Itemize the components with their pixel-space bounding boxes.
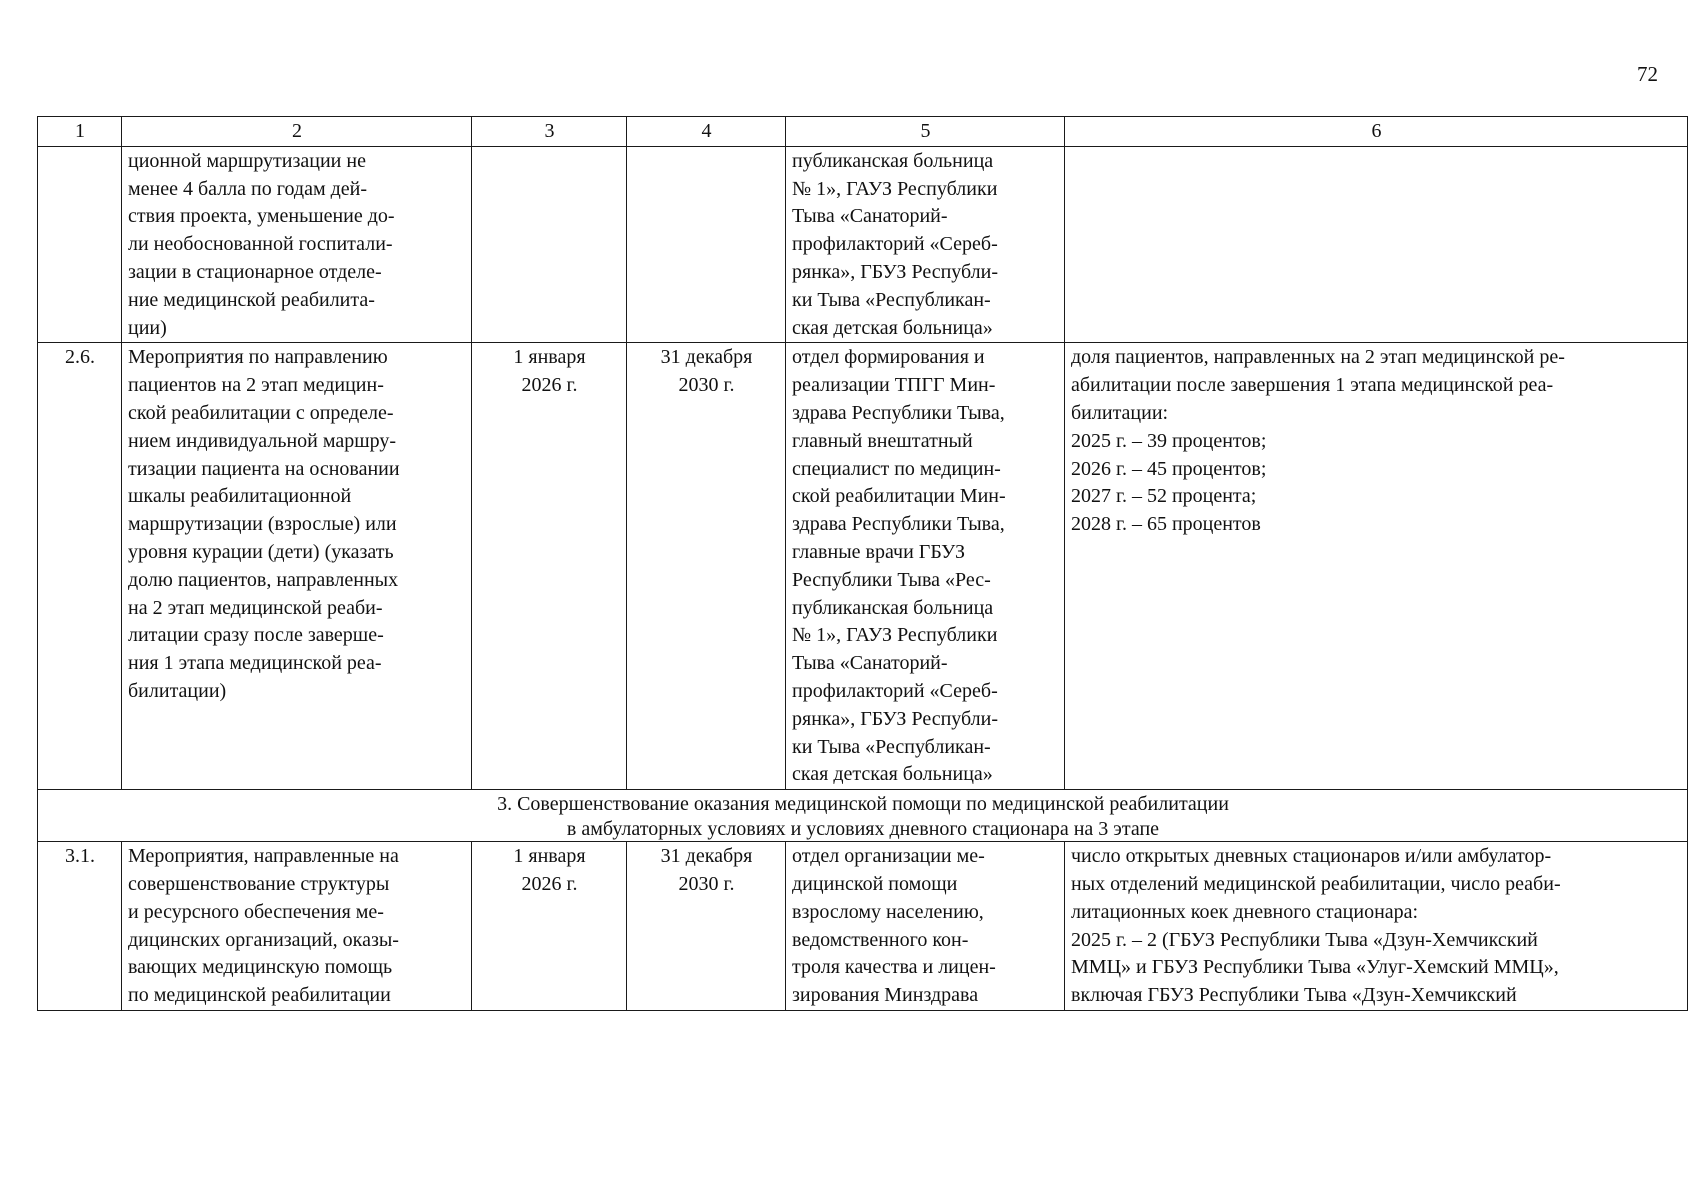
cell-indicator [1065, 842, 1688, 1011]
table-row-continuation [38, 146, 1688, 343]
text-line: публиканская больница [792, 149, 994, 172]
text-line: ли необоснованной госпитали- [128, 233, 393, 256]
text-line: билитации: [1071, 401, 1169, 424]
section-heading-line: в амбулаторных условиях и условиях дневного стационара на 3 этапе [566, 818, 1160, 841]
cell-start [472, 343, 627, 790]
text-line: доля пациентов, направленных на 2 этап медицинской ре- [1071, 346, 1565, 369]
text-line: отдел формирования и [792, 346, 985, 369]
text-line: пациентов на 2 этап медицин- [128, 374, 384, 397]
header-cell: 3 [472, 117, 627, 147]
text-line: ской реабилитации Мин- [792, 485, 1006, 508]
section-heading [38, 790, 1688, 842]
section-heading-line: 3. Совершенствование оказания медицинской помощи по медицинской реабилитации [497, 793, 1229, 816]
text-line: ных отделений медицинской реабилитации, число реаби- [1071, 872, 1561, 895]
text-line: профилакторий «Сереб- [792, 679, 998, 702]
text-line: ки Тыва «Республикан- [792, 288, 991, 311]
text-line: нием индивидуальной маршру- [128, 429, 397, 452]
text-line: ведомственного кон- [792, 928, 969, 951]
text-line: 2026 г. – 45 процентов; [1071, 457, 1267, 480]
text-line: ционной маршрутизации не [128, 149, 366, 172]
text-line: 2025 г. – 39 процентов; [1071, 429, 1267, 452]
text-line: ствия проекта, уменьшение до- [128, 205, 395, 228]
header-cell: 5 [786, 117, 1065, 147]
text-line: ММЦ» и ГБУЗ Республики Тыва «Улуг-Хемский ММЦ», [1071, 956, 1559, 979]
text-line: литационных коек дневного стационара: [1071, 900, 1419, 923]
text-line: 1 января [513, 845, 586, 868]
header-row [38, 117, 1688, 147]
text-line: реализации ТПГГ Мин- [792, 374, 996, 397]
text-line: 2025 г. – 2 (ГБУЗ Республики Тыва «Дзун-Хемчикский [1071, 928, 1538, 951]
cell-measure [122, 343, 472, 790]
text-line: профилакторий «Сереб- [792, 233, 998, 256]
text-line: главный внештатный [792, 429, 973, 452]
cell-indicator [1065, 343, 1688, 790]
text-line: ния 1 этапа медицинской реа- [128, 652, 382, 675]
text-line: долю пациентов, направленных [128, 568, 399, 591]
text-line: публиканская больница [792, 596, 994, 619]
cell-end [627, 842, 786, 1011]
text-line: вающих медицинскую помощь [128, 956, 393, 979]
text-line: 2030 г. [678, 374, 735, 397]
cell-start [472, 842, 627, 1011]
text-line: Тыва «Санаторий- [792, 205, 948, 228]
table-row-2-6 [38, 343, 1688, 790]
cell-end [627, 146, 786, 343]
text-line: Мероприятия по направлению [128, 346, 388, 369]
cell-responsible [786, 343, 1065, 790]
text-line: уровня курации (дети) (указать [128, 540, 394, 563]
text-line: ки Тыва «Республикан- [792, 735, 991, 758]
text-line: 2028 г. – 65 процентов [1071, 513, 1261, 536]
text-line: билитации) [128, 679, 227, 702]
cell-start [472, 146, 627, 343]
text-line: № 1», ГАУЗ Республики [792, 177, 998, 200]
text-line: ние медицинской реабилита- [128, 288, 375, 311]
text-line: по медицинской реабилитации [128, 984, 391, 1007]
header-cell: 6 [1065, 117, 1688, 147]
table-row-3-1 [38, 842, 1688, 1011]
cell-responsible [786, 842, 1065, 1011]
text-line: взрослому населению, [792, 900, 984, 923]
text-line: зации в стационарное отделе- [128, 260, 382, 283]
text-line: 31 декабря [660, 346, 753, 369]
text-line: 2030 г. [678, 872, 735, 895]
text-line: включая ГБУЗ Республики Тыва «Дзун-Хемчикский [1071, 984, 1517, 1007]
text-line: ции) [128, 316, 167, 339]
text-line: отдел организации ме- [792, 845, 985, 868]
cell-indicator [1065, 146, 1688, 343]
text-line: менее 4 балла по годам дей- [128, 177, 368, 200]
text-line: маршрутизации (взрослые) или [128, 513, 397, 536]
text-line: на 2 этап медицинской реаби- [128, 596, 383, 619]
text-line: дицинских организаций, оказы- [128, 928, 399, 951]
text-line: шкалы реабилитационной [128, 485, 352, 508]
text-line: Тыва «Санаторий- [792, 652, 948, 675]
text-line: абилитации после завершения 1 этапа медицинской реа- [1071, 374, 1554, 397]
text-line: ская детская больница» [792, 316, 993, 339]
text-line: число открытых дневных стационаров и/или амбулатор- [1071, 845, 1552, 868]
header-cell: 1 [38, 117, 122, 147]
text-line: здрава Республики Тыва, [792, 401, 1005, 424]
cell-end [627, 343, 786, 790]
text-line: совершенствование структуры [128, 872, 390, 895]
text-line: 2027 г. – 52 процента; [1071, 485, 1257, 508]
text-line: Мероприятия, направленные на [128, 845, 399, 868]
text-line: зирования Минздрава [792, 984, 979, 1007]
text-line: ская детская больница» [792, 763, 993, 786]
text-line: тизации пациента на основании [128, 457, 400, 480]
plan-table [37, 116, 1688, 1011]
text-line: троля качества и лицен- [792, 956, 996, 979]
cell-num [38, 146, 122, 343]
text-line: 1 января [513, 346, 586, 369]
text-line: рянка», ГБУЗ Республи- [792, 260, 999, 283]
text-line: ской реабилитации с определе- [128, 401, 394, 424]
row-number: 3.1. [38, 842, 122, 1011]
text-line: дицинской помощи [792, 872, 958, 895]
row-number: 2.6. [38, 343, 122, 790]
text-line: и ресурсного обеспечения ме- [128, 900, 384, 923]
text-line: Республики Тыва «Рес- [792, 568, 991, 591]
cell-measure [122, 146, 472, 343]
text-line: 2026 г. [521, 374, 578, 397]
text-line: рянка», ГБУЗ Республи- [792, 707, 999, 730]
text-line: 31 декабря [660, 845, 753, 868]
header-cell: 4 [627, 117, 786, 147]
text-line: специалист по медицин- [792, 457, 1001, 480]
cell-responsible [786, 146, 1065, 343]
cell-measure [122, 842, 472, 1011]
text-line: 2026 г. [521, 872, 578, 895]
page-number: 72 [1637, 62, 1658, 86]
text-line: здрава Республики Тыва, [792, 513, 1005, 536]
text-line: литации сразу после заверше- [128, 624, 384, 647]
section-heading-row [38, 790, 1688, 842]
header-cell: 2 [122, 117, 472, 147]
text-line: № 1», ГАУЗ Республики [792, 624, 998, 647]
text-line: главные врачи ГБУЗ [792, 540, 966, 563]
